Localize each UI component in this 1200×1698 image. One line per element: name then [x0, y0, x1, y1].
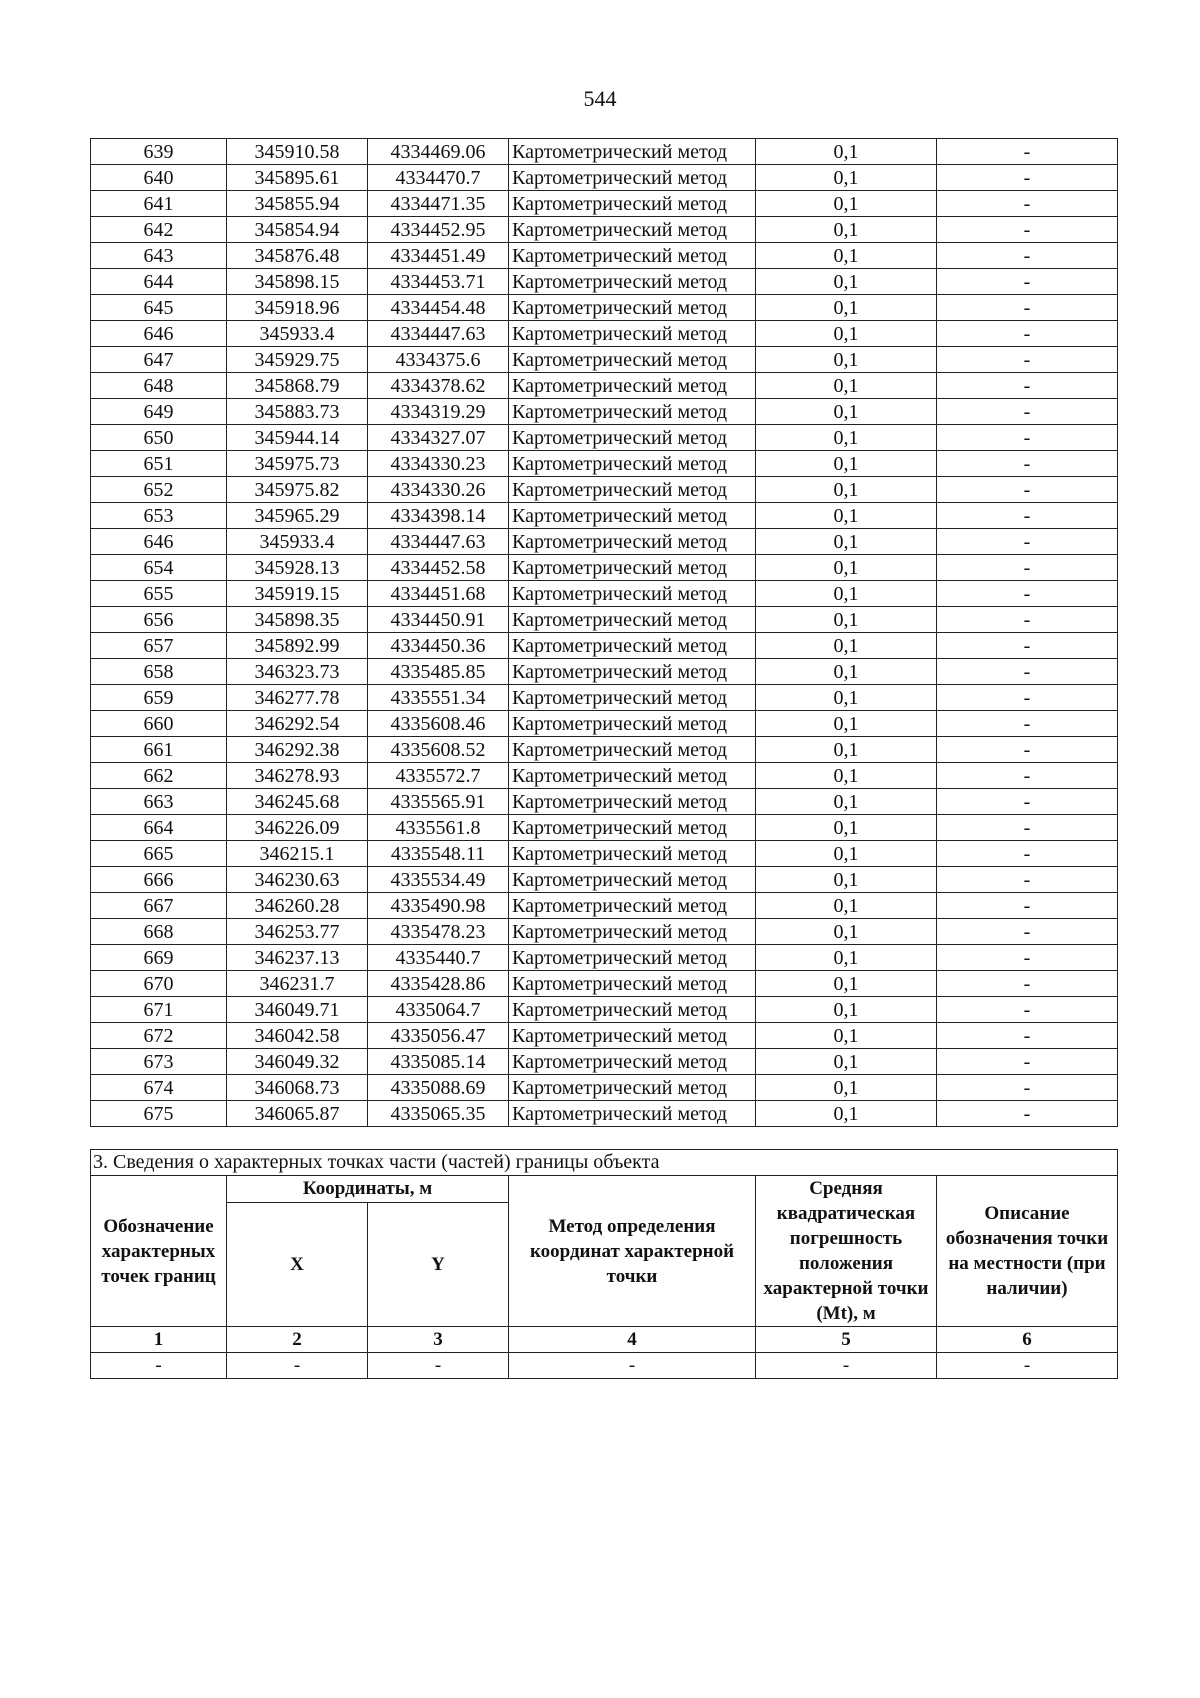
point-number-cell: 645 [91, 295, 227, 321]
table-row [91, 737, 1118, 763]
table-row [91, 529, 1118, 555]
mt-cell: 0,1 [756, 321, 937, 347]
y-coordinate-cell: 4334450.91 [368, 607, 509, 633]
method-cell: Картометрический метод [509, 997, 756, 1023]
y-coordinate-cell: 4334319.29 [368, 399, 509, 425]
mt-cell: 0,1 [756, 893, 937, 919]
point-number-cell: 663 [91, 789, 227, 815]
header-method: Метод определения координат характерной точки [509, 1176, 756, 1327]
point-number-cell: 668 [91, 919, 227, 945]
table-row [91, 893, 1118, 919]
mt-cell: 0,1 [756, 997, 937, 1023]
method-cell: Картометрический метод [509, 451, 756, 477]
method-cell: Картометрический метод [509, 191, 756, 217]
method-cell: Картометрический метод [509, 347, 756, 373]
y-coordinate-cell: 4334471.35 [368, 191, 509, 217]
point-number-cell: 652 [91, 477, 227, 503]
mt-cell: 0,1 [756, 347, 937, 373]
y-coordinate-cell: 4335088.69 [368, 1075, 509, 1101]
method-cell: Картометрический метод [509, 373, 756, 399]
y-coordinate-cell: 4334452.58 [368, 555, 509, 581]
header-description: Описание обозначения точки на местности (при наличии) [937, 1176, 1118, 1327]
y-coordinate-cell: 4335490.98 [368, 893, 509, 919]
mt-cell: 0,1 [756, 1075, 937, 1101]
point-number-cell: 651 [91, 451, 227, 477]
table-row [91, 581, 1118, 607]
description-cell: - [937, 737, 1118, 763]
x-coordinate-cell: 346042.58 [227, 1023, 368, 1049]
description-cell: - [937, 763, 1118, 789]
table-row [91, 373, 1118, 399]
mt-cell: 0,1 [756, 217, 937, 243]
point-number-cell: 667 [91, 893, 227, 919]
coordinates-table [90, 138, 1118, 1127]
x-coordinate-cell: 345928.13 [227, 555, 368, 581]
header-point: Обозначение характерных точек границ [91, 1176, 227, 1327]
method-cell: Картометрический метод [509, 425, 756, 451]
method-cell: Картометрический метод [509, 399, 756, 425]
description-cell: - [937, 1023, 1118, 1049]
method-cell: Картометрический метод [509, 165, 756, 191]
x-coordinate-cell: 345854.94 [227, 217, 368, 243]
method-cell: Картометрический метод [509, 607, 756, 633]
method-cell: Картометрический метод [509, 711, 756, 737]
y-coordinate-cell: 4335064.7 [368, 997, 509, 1023]
description-cell: - [937, 581, 1118, 607]
table-row [91, 815, 1118, 841]
mt-cell: 0,1 [756, 633, 937, 659]
mt-cell: 0,1 [756, 269, 937, 295]
point-number-cell: 640 [91, 165, 227, 191]
mt-cell: 0,1 [756, 399, 937, 425]
x-coordinate-cell: 346068.73 [227, 1075, 368, 1101]
page-number: 544 [583, 86, 617, 111]
header-y: Y [368, 1202, 509, 1326]
mt-cell: 0,1 [756, 529, 937, 555]
description-cell: - [937, 243, 1118, 269]
description-cell: - [937, 165, 1118, 191]
y-coordinate-cell: 4335478.23 [368, 919, 509, 945]
description-cell: - [937, 217, 1118, 243]
description-cell: - [937, 503, 1118, 529]
column-number-5: 5 [756, 1327, 937, 1353]
x-coordinate-cell: 345892.99 [227, 633, 368, 659]
method-cell: Картометрический метод [509, 841, 756, 867]
x-coordinate-cell: 346230.63 [227, 867, 368, 893]
column-number-2: 2 [227, 1327, 368, 1353]
point-number-cell: 646 [91, 529, 227, 555]
y-coordinate-cell: 4335551.34 [368, 685, 509, 711]
description-cell: - [937, 711, 1118, 737]
point-number-cell: 674 [91, 1075, 227, 1101]
mt-cell: 0,1 [756, 711, 937, 737]
point-number-cell: 647 [91, 347, 227, 373]
mt-cell: 0,1 [756, 165, 937, 191]
point-number-cell: 639 [91, 139, 227, 165]
y-coordinate-cell: 4335548.11 [368, 841, 509, 867]
table-row [91, 711, 1118, 737]
table-row [91, 295, 1118, 321]
x-coordinate-cell: 345944.14 [227, 425, 368, 451]
table-row [91, 425, 1118, 451]
description-cell: - [937, 529, 1118, 555]
empty-cell: - [227, 1353, 368, 1379]
table-row [91, 841, 1118, 867]
y-coordinate-cell: 4334327.07 [368, 425, 509, 451]
table-row [91, 1023, 1118, 1049]
description-cell: - [937, 815, 1118, 841]
y-coordinate-cell: 4334398.14 [368, 503, 509, 529]
point-number-cell: 658 [91, 659, 227, 685]
method-cell: Картометрический метод [509, 555, 756, 581]
point-number-cell: 666 [91, 867, 227, 893]
section-title: 3. Сведения о характерных точках части (частей) границы объекта [91, 1150, 1118, 1176]
method-cell: Картометрический метод [509, 919, 756, 945]
table-row [91, 217, 1118, 243]
column-number-1: 1 [91, 1327, 227, 1353]
description-cell: - [937, 139, 1118, 165]
method-cell: Картометрический метод [509, 503, 756, 529]
description-cell: - [937, 633, 1118, 659]
description-cell: - [937, 867, 1118, 893]
point-number-cell: 655 [91, 581, 227, 607]
mt-cell: 0,1 [756, 191, 937, 217]
y-coordinate-cell: 4335572.7 [368, 763, 509, 789]
x-coordinate-cell: 346292.54 [227, 711, 368, 737]
point-number-cell: 657 [91, 633, 227, 659]
method-cell: Картометрический метод [509, 1049, 756, 1075]
mt-cell: 0,1 [756, 919, 937, 945]
description-cell: - [937, 1049, 1118, 1075]
description-cell: - [937, 555, 1118, 581]
x-coordinate-cell: 346237.13 [227, 945, 368, 971]
empty-cell: - [756, 1353, 937, 1379]
y-coordinate-cell: 4334450.36 [368, 633, 509, 659]
x-coordinate-cell: 346226.09 [227, 815, 368, 841]
y-coordinate-cell: 4335608.46 [368, 711, 509, 737]
description-cell: - [937, 1075, 1118, 1101]
empty-cell: - [937, 1353, 1118, 1379]
table-row [91, 555, 1118, 581]
method-cell: Картометрический метод [509, 659, 756, 685]
point-number-cell: 646 [91, 321, 227, 347]
column-number-6: 6 [937, 1327, 1118, 1353]
description-cell: - [937, 971, 1118, 997]
method-cell: Картометрический метод [509, 321, 756, 347]
point-number-cell: 671 [91, 997, 227, 1023]
x-coordinate-cell: 345898.35 [227, 607, 368, 633]
table-row [91, 165, 1118, 191]
point-number-cell: 659 [91, 685, 227, 711]
table-row [91, 451, 1118, 477]
point-number-cell: 642 [91, 217, 227, 243]
column-number-3: 3 [368, 1327, 509, 1353]
table-row [91, 477, 1118, 503]
method-cell: Картометрический метод [509, 763, 756, 789]
y-coordinate-cell: 4335534.49 [368, 867, 509, 893]
point-number-cell: 643 [91, 243, 227, 269]
y-coordinate-cell: 4335485.85 [368, 659, 509, 685]
y-coordinate-cell: 4334452.95 [368, 217, 509, 243]
y-coordinate-cell: 4334375.6 [368, 347, 509, 373]
point-number-cell: 664 [91, 815, 227, 841]
point-number-cell: 653 [91, 503, 227, 529]
description-cell: - [937, 295, 1118, 321]
x-coordinate-cell: 345855.94 [227, 191, 368, 217]
table-row [91, 763, 1118, 789]
header-x: X [227, 1202, 368, 1326]
method-cell: Картометрический метод [509, 529, 756, 555]
y-coordinate-cell: 4334330.23 [368, 451, 509, 477]
method-cell: Картометрический метод [509, 217, 756, 243]
table-row [91, 1049, 1118, 1075]
method-cell: Картометрический метод [509, 581, 756, 607]
table-row [91, 997, 1118, 1023]
header-mt: Средняя квадратическая погрешность положения характерной точки (Mt), м [756, 1176, 937, 1327]
point-number-cell: 665 [91, 841, 227, 867]
empty-cell: - [91, 1353, 227, 1379]
description-cell: - [937, 347, 1118, 373]
table-row [91, 1075, 1118, 1101]
y-coordinate-cell: 4335565.91 [368, 789, 509, 815]
x-coordinate-cell: 345933.4 [227, 529, 368, 555]
table-row [91, 269, 1118, 295]
mt-cell: 0,1 [756, 477, 937, 503]
x-coordinate-cell: 345918.96 [227, 295, 368, 321]
header-coordinates: Координаты, м [227, 1176, 509, 1203]
point-number-cell: 672 [91, 1023, 227, 1049]
x-coordinate-cell: 346231.7 [227, 971, 368, 997]
column-number-4: 4 [509, 1327, 756, 1353]
method-cell: Картометрический метод [509, 815, 756, 841]
y-coordinate-cell: 4334454.48 [368, 295, 509, 321]
x-coordinate-cell: 346292.38 [227, 737, 368, 763]
mt-cell: 0,1 [756, 1023, 937, 1049]
x-coordinate-cell: 345883.73 [227, 399, 368, 425]
y-coordinate-cell: 4335428.86 [368, 971, 509, 997]
point-number-cell: 648 [91, 373, 227, 399]
mt-cell: 0,1 [756, 425, 937, 451]
y-coordinate-cell: 4335561.8 [368, 815, 509, 841]
table-row [91, 347, 1118, 373]
table-row [91, 1101, 1118, 1127]
method-cell: Картометрический метод [509, 295, 756, 321]
description-cell: - [937, 373, 1118, 399]
mt-cell: 0,1 [756, 373, 937, 399]
x-coordinate-cell: 345919.15 [227, 581, 368, 607]
y-coordinate-cell: 4335056.47 [368, 1023, 509, 1049]
mt-cell: 0,1 [756, 815, 937, 841]
point-number-cell: 650 [91, 425, 227, 451]
point-number-cell: 670 [91, 971, 227, 997]
mt-cell: 0,1 [756, 243, 937, 269]
mt-cell: 0,1 [756, 451, 937, 477]
y-coordinate-cell: 4334470.7 [368, 165, 509, 191]
description-cell: - [937, 893, 1118, 919]
point-number-cell: 661 [91, 737, 227, 763]
description-cell: - [937, 425, 1118, 451]
x-coordinate-cell: 346049.32 [227, 1049, 368, 1075]
table-row [91, 607, 1118, 633]
y-coordinate-cell: 4335608.52 [368, 737, 509, 763]
y-coordinate-cell: 4334330.26 [368, 477, 509, 503]
y-coordinate-cell: 4334451.49 [368, 243, 509, 269]
point-number-cell: 669 [91, 945, 227, 971]
x-coordinate-cell: 345895.61 [227, 165, 368, 191]
table-row [91, 243, 1118, 269]
x-coordinate-cell: 345965.29 [227, 503, 368, 529]
x-coordinate-cell: 345929.75 [227, 347, 368, 373]
empty-cell: - [509, 1353, 756, 1379]
x-coordinate-cell: 346277.78 [227, 685, 368, 711]
method-cell: Картометрический метод [509, 243, 756, 269]
mt-cell: 0,1 [756, 503, 937, 529]
mt-cell: 0,1 [756, 971, 937, 997]
mt-cell: 0,1 [756, 841, 937, 867]
table-row [91, 633, 1118, 659]
y-coordinate-cell: 4335440.7 [368, 945, 509, 971]
y-coordinate-cell: 4334447.63 [368, 321, 509, 347]
point-number-cell: 662 [91, 763, 227, 789]
y-coordinate-cell: 4334378.62 [368, 373, 509, 399]
x-coordinate-cell: 346245.68 [227, 789, 368, 815]
table-row [91, 139, 1118, 165]
x-coordinate-cell: 345975.82 [227, 477, 368, 503]
method-cell: Картометрический метод [509, 789, 756, 815]
x-coordinate-cell: 346323.73 [227, 659, 368, 685]
point-number-cell: 644 [91, 269, 227, 295]
section-3-table [90, 1149, 1118, 1379]
method-cell: Картометрический метод [509, 139, 756, 165]
description-cell: - [937, 841, 1118, 867]
method-cell: Картометрический метод [509, 945, 756, 971]
description-cell: - [937, 451, 1118, 477]
description-cell: - [937, 191, 1118, 217]
table-row [91, 789, 1118, 815]
description-cell: - [937, 659, 1118, 685]
x-coordinate-cell: 345933.4 [227, 321, 368, 347]
description-cell: - [937, 919, 1118, 945]
mt-cell: 0,1 [756, 581, 937, 607]
method-cell: Картометрический метод [509, 867, 756, 893]
mt-cell: 0,1 [756, 659, 937, 685]
mt-cell: 0,1 [756, 789, 937, 815]
mt-cell: 0,1 [756, 295, 937, 321]
description-cell: - [937, 477, 1118, 503]
description-cell: - [937, 399, 1118, 425]
method-cell: Картометрический метод [509, 477, 756, 503]
x-coordinate-cell: 346278.93 [227, 763, 368, 789]
method-cell: Картометрический метод [509, 269, 756, 295]
table-row [91, 919, 1118, 945]
method-cell: Картометрический метод [509, 685, 756, 711]
method-cell: Картометрический метод [509, 737, 756, 763]
y-coordinate-cell: 4335085.14 [368, 1049, 509, 1075]
y-coordinate-cell: 4335065.35 [368, 1101, 509, 1127]
method-cell: Картометрический метод [509, 1075, 756, 1101]
point-number-cell: 673 [91, 1049, 227, 1075]
description-cell: - [937, 945, 1118, 971]
method-cell: Картометрический метод [509, 633, 756, 659]
point-number-cell: 654 [91, 555, 227, 581]
point-number-cell: 675 [91, 1101, 227, 1127]
table-row [91, 399, 1118, 425]
description-cell: - [937, 789, 1118, 815]
point-number-cell: 641 [91, 191, 227, 217]
mt-cell: 0,1 [756, 867, 937, 893]
y-coordinate-cell: 4334469.06 [368, 139, 509, 165]
empty-cell: - [368, 1353, 509, 1379]
description-cell: - [937, 269, 1118, 295]
table-row [91, 503, 1118, 529]
table-row [91, 685, 1118, 711]
x-coordinate-cell: 345910.58 [227, 139, 368, 165]
mt-cell: 0,1 [756, 945, 937, 971]
y-coordinate-cell: 4334451.68 [368, 581, 509, 607]
x-coordinate-cell: 345876.48 [227, 243, 368, 269]
description-cell: - [937, 321, 1118, 347]
table-row [91, 945, 1118, 971]
method-cell: Картометрический метод [509, 893, 756, 919]
table-row [91, 659, 1118, 685]
table-row [91, 867, 1118, 893]
mt-cell: 0,1 [756, 763, 937, 789]
mt-cell: 0,1 [756, 607, 937, 633]
table-row [91, 321, 1118, 347]
point-number-cell: 660 [91, 711, 227, 737]
x-coordinate-cell: 346260.28 [227, 893, 368, 919]
description-cell: - [937, 685, 1118, 711]
mt-cell: 0,1 [756, 139, 937, 165]
method-cell: Картометрический метод [509, 1101, 756, 1127]
y-coordinate-cell: 4334453.71 [368, 269, 509, 295]
x-coordinate-cell: 346215.1 [227, 841, 368, 867]
table-row [91, 971, 1118, 997]
mt-cell: 0,1 [756, 737, 937, 763]
point-number-cell: 649 [91, 399, 227, 425]
x-coordinate-cell: 346253.77 [227, 919, 368, 945]
x-coordinate-cell: 345868.79 [227, 373, 368, 399]
mt-cell: 0,1 [756, 685, 937, 711]
table-row [91, 191, 1118, 217]
description-cell: - [937, 997, 1118, 1023]
mt-cell: 0,1 [756, 1049, 937, 1075]
method-cell: Картометрический метод [509, 1023, 756, 1049]
y-coordinate-cell: 4334447.63 [368, 529, 509, 555]
x-coordinate-cell: 345898.15 [227, 269, 368, 295]
x-coordinate-cell: 346065.87 [227, 1101, 368, 1127]
mt-cell: 0,1 [756, 1101, 937, 1127]
x-coordinate-cell: 346049.71 [227, 997, 368, 1023]
mt-cell: 0,1 [756, 555, 937, 581]
point-number-cell: 656 [91, 607, 227, 633]
description-cell: - [937, 607, 1118, 633]
description-cell: - [937, 1101, 1118, 1127]
method-cell: Картометрический метод [509, 971, 756, 997]
x-coordinate-cell: 345975.73 [227, 451, 368, 477]
